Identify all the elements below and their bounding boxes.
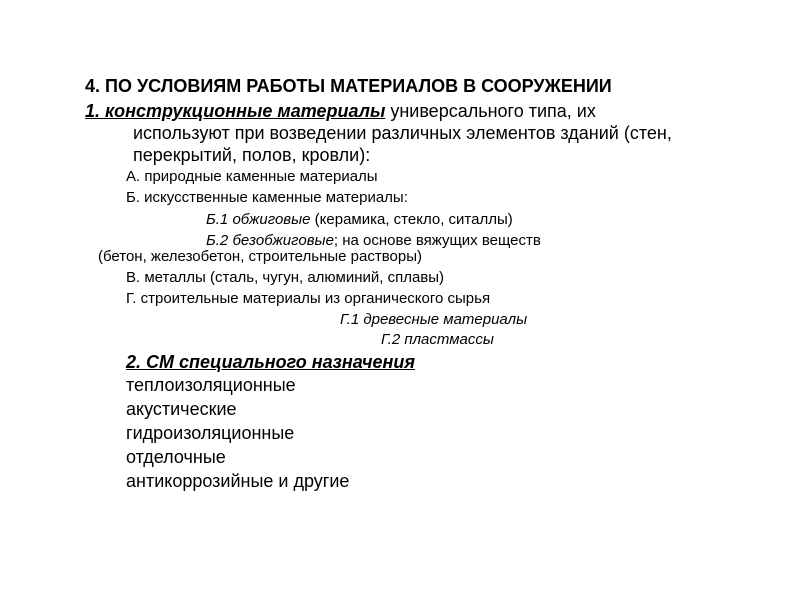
- section1-title: 1. конструкционные материалы: [85, 101, 386, 121]
- section2-item-finishing: отделочные: [126, 447, 226, 467]
- section2-title: 2. СМ специального назначения: [126, 352, 416, 372]
- item-b2-term: Б.2 безобжиговые: [206, 232, 334, 249]
- item-b2-rest: ; на основе вяжущих веществ: [333, 232, 541, 249]
- section1-line2: используют при возведении различных элементов зданий (стен,: [133, 123, 672, 143]
- item-b1: [206, 211, 513, 228]
- section2-item-acoustic: акустические: [126, 399, 237, 419]
- item-g: Г. строительные материалы из органического сырья: [126, 290, 491, 307]
- section1-first-line: [85, 101, 596, 122]
- item-b1-term: Б.1 обжиговые: [206, 211, 311, 228]
- section1-line3: перекрытий, полов, кровли):: [133, 145, 371, 165]
- section-heading: 4. ПО УСЛОВИЯМ РАБОТЫ МАТЕРИАЛОВ В СООРУЖЕНИИ: [85, 76, 612, 96]
- section2-item-waterproofing: гидроизоляционные: [126, 423, 295, 443]
- item-b2: [206, 232, 541, 249]
- item-a: А. природные каменные материалы: [126, 168, 378, 185]
- section1-line1-rest: универсального типа, их: [385, 101, 596, 121]
- item-b: Б. искусственные каменные материалы:: [126, 189, 408, 206]
- item-b1-rest: (керамика, стекло, ситаллы): [310, 211, 513, 228]
- item-g2: Г.2 пластмассы: [381, 331, 494, 348]
- section2-item-thermal: теплоизоляционные: [126, 375, 296, 395]
- section2-item-anticorrosion: антикоррозийные и другие: [126, 471, 350, 491]
- item-v: В. металлы (сталь, чугун, алюминий, сплавы): [126, 269, 445, 286]
- item-b2-continuation: (бетон, железобетон, строительные растворы): [98, 248, 422, 265]
- item-g1: Г.1 древесные материалы: [340, 311, 528, 328]
